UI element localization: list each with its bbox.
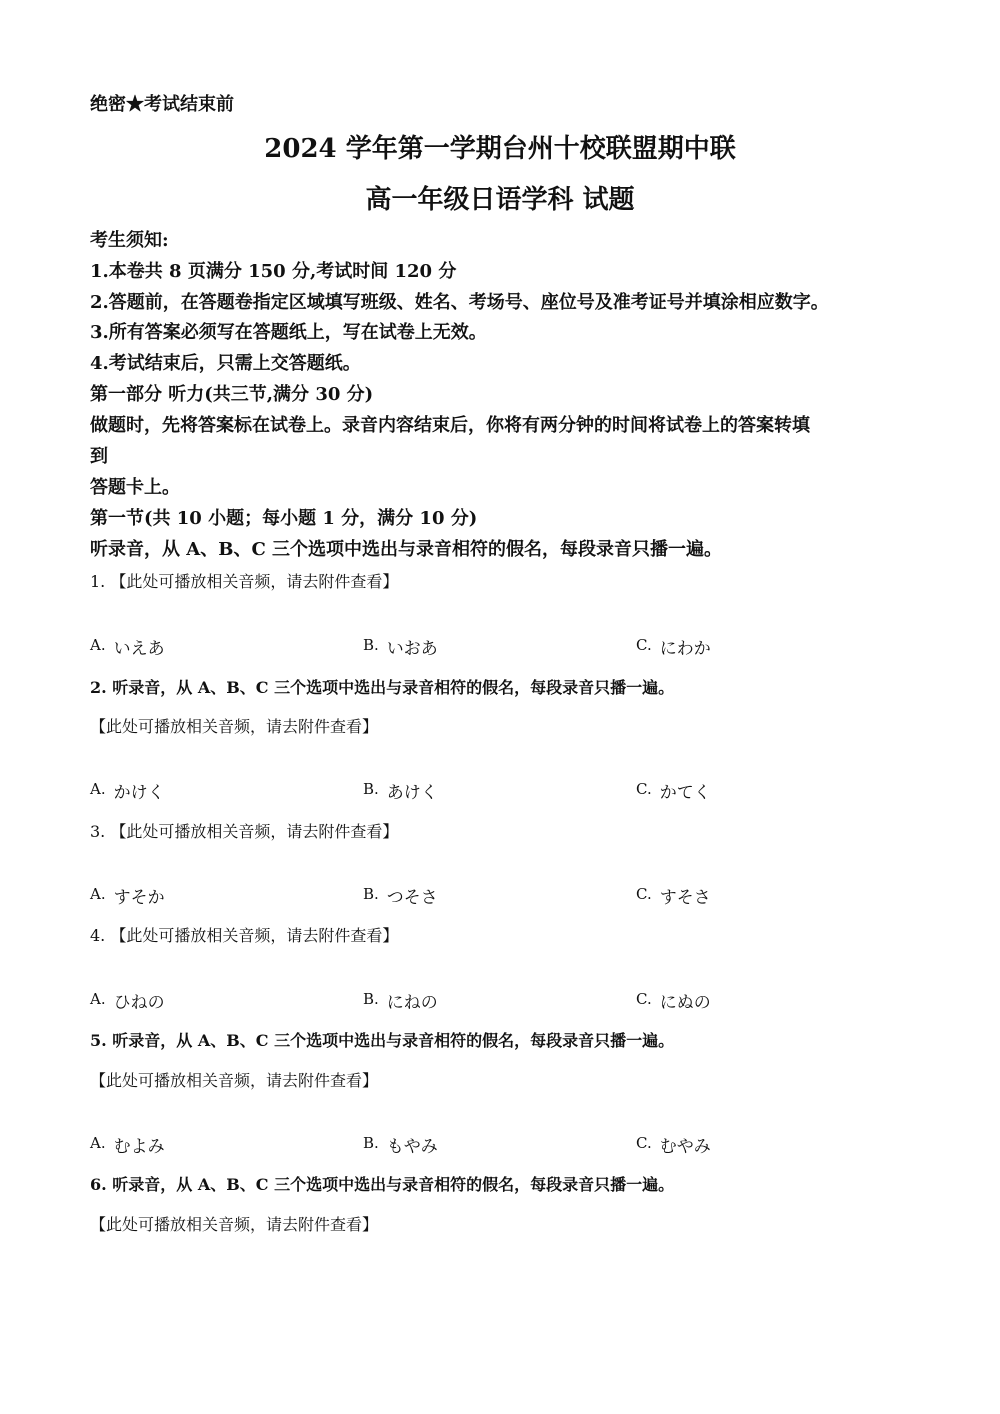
exam-subtitle: 高一年级日语学科 试题 (365, 185, 635, 215)
note-item: 1.本卷共 8 页满分 150 分,考试时间 120 分 (90, 261, 457, 282)
option-label: B. (363, 990, 379, 1008)
option-a (90, 634, 165, 659)
question-text: 听录音，从 A、B、C 三个选项中选出与录音相符的假名，每段录音只播一遍。 (112, 678, 675, 697)
option-b (363, 988, 438, 1013)
exam-title: 2024 学年第一学期台州十校联盟期中联 (264, 134, 736, 164)
option-text: あけく (386, 783, 438, 803)
option-b (363, 883, 438, 908)
question-3 (90, 819, 398, 842)
audio-note: 【此处可播放相关音频，请去附件查看】 (90, 1215, 379, 1234)
question-4 (90, 923, 398, 946)
option-c (636, 883, 711, 908)
notes-heading: 考生须知: (90, 230, 169, 251)
question-number: 4. (90, 926, 106, 945)
question-number: 5. (90, 1031, 107, 1050)
option-label: C. (636, 1134, 652, 1152)
question-5 (90, 1028, 674, 1051)
option-a (90, 778, 165, 803)
option-text: かけく (113, 783, 165, 803)
audio-note: 【此处可播放相关音频，请去附件查看】 (110, 822, 399, 841)
option-c (636, 778, 711, 803)
question-1 (90, 569, 398, 592)
option-text: いおあ (386, 639, 438, 659)
option-label: B. (363, 636, 379, 654)
audio-note: 【此处可播放相关音频，请去附件查看】 (110, 926, 399, 945)
note-item: 2.答题前，在答题卷指定区域填写班级、姓名、考场号、座位号及准考证号并填涂相应数字。 (90, 292, 829, 313)
option-label: A. (90, 1134, 106, 1152)
option-text: にねの (386, 993, 438, 1013)
option-a (90, 988, 165, 1013)
option-text: すそさ (659, 888, 711, 908)
question-number: 6. (90, 1175, 107, 1194)
option-label: A. (90, 990, 106, 1008)
audio-note: 【此处可播放相关音频，请去附件查看】 (90, 717, 379, 736)
option-label: A. (90, 780, 106, 798)
note-item: 4.考试结束后，只需上交答题纸。 (90, 353, 361, 374)
option-text: にわか (659, 639, 711, 659)
note-item: 3.所有答案必须写在答题纸上，写在试卷上无效。 (90, 322, 487, 343)
option-label: A. (90, 636, 106, 654)
option-label: A. (90, 885, 106, 903)
question-6 (90, 1172, 674, 1195)
option-label: B. (363, 1134, 379, 1152)
part1-instruction-end: 答题卡上。 (90, 477, 180, 498)
option-text: すそか (113, 888, 165, 908)
option-c (636, 988, 711, 1013)
part1-title: 第一部分 听力(共三节,满分 30 分) (90, 384, 374, 405)
audio-note: 【此处可播放相关音频，请去附件查看】 (110, 572, 399, 591)
option-label: C. (636, 636, 652, 654)
section1-instruction: 听录音，从 A、B、C 三个选项中选出与录音相符的假名，每段录音只播一遍。 (90, 539, 723, 560)
option-label: B. (363, 885, 379, 903)
option-text: にぬの (659, 993, 711, 1013)
option-text: ひねの (113, 993, 165, 1013)
option-a (90, 1132, 165, 1157)
option-b (363, 1132, 438, 1157)
question-number: 3. (90, 822, 106, 841)
option-text: むよみ (113, 1137, 165, 1157)
question-number: 2. (90, 678, 107, 697)
option-text: むやみ (659, 1137, 711, 1157)
option-text: つそさ (386, 888, 438, 908)
option-label: B. (363, 780, 379, 798)
option-label: C. (636, 990, 652, 1008)
option-text: いえあ (113, 639, 165, 659)
question-2 (90, 675, 674, 698)
option-b (363, 778, 438, 803)
question-text: 听录音，从 A、B、C 三个选项中选出与录音相符的假名，每段录音只播一遍。 (112, 1031, 675, 1050)
option-text: かてく (659, 783, 711, 803)
option-label: C. (636, 780, 652, 798)
option-c (636, 634, 711, 659)
option-c (636, 1132, 711, 1157)
option-label: C. (636, 885, 652, 903)
option-b (363, 634, 438, 659)
question-number: 1. (90, 572, 106, 591)
confidential-mark: 绝密★考试结束前 (90, 94, 234, 115)
option-text: もやみ (386, 1137, 438, 1157)
option-a (90, 883, 165, 908)
part1-instruction: 做题时，先将答案标在试卷上。录音内容结束后，你将有两分钟的时间将试卷上的答案转填 (90, 415, 810, 436)
question-text: 听录音，从 A、B、C 三个选项中选出与录音相符的假名，每段录音只播一遍。 (112, 1175, 675, 1194)
part1-instruction-cont: 到 (90, 446, 108, 467)
audio-note: 【此处可播放相关音频，请去附件查看】 (90, 1071, 379, 1090)
section1-title: 第一节(共 10 小题；每小题 1 分，满分 10 分) (90, 508, 478, 529)
